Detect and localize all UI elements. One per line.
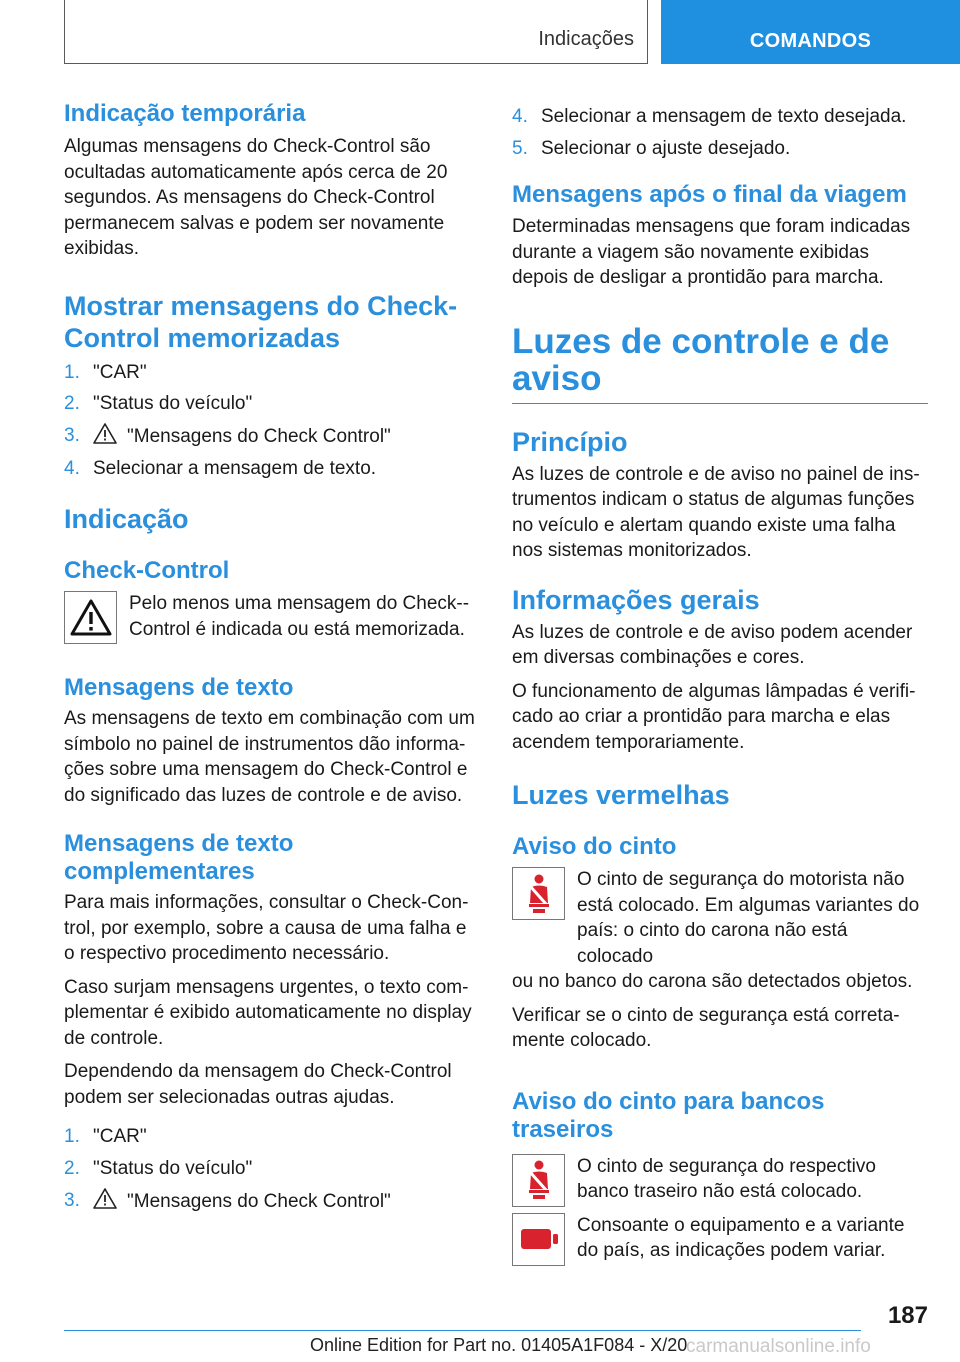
check-control-warning-icon [64,591,117,644]
right-column [512,104,928,1266]
list-item: 3. "Mensagens do Check Control" [64,1189,391,1212]
heading-indicacao-temporaria: Indicação temporária [64,100,306,127]
steps-list-1 [64,360,480,482]
heading-principio: Princípio [512,426,628,457]
list-item: 1. "CAR" [64,361,147,383]
list-item: 1. "CAR" [64,1126,147,1148]
heading-aviso-cinto-traseiros: Aviso do cinto para bancos traseiros [512,1087,825,1143]
warning-triangle-icon [93,1188,117,1209]
heading-informacoes-gerais: Informações gerais [512,584,760,615]
rear-seatbelt-warning-icon [512,1154,565,1207]
paragraph-informacoes-2: O funcionamento de algumas lâmpadas é verifi-cado ao criar a prontidão para marcha e elas acendem temporariamente. [512,680,916,753]
heading-check-control: Check-Control [64,557,230,585]
heading-mensagens-apos-viagem: Mensagens após o final da viagem [512,181,907,209]
heading-mensagens-complementares: Mensagens de texto complementares [64,830,294,886]
rear-seat-indicator-icon [512,1213,565,1266]
list-item: 2. "Status do veículo" [64,1158,253,1180]
seatbelt-text: O cinto de segurança do motorista não está colocado. Em algumas variantes do país: o cinto do carona não está colocado [577,869,920,967]
rear-seat-indicator-text: Consoante o equipamento e a variante do país, as indicações podem variar. [577,1214,905,1262]
heading-mensagens-de-texto: Mensagens de texto [64,674,294,702]
footer-edition: Online Edition for Part no. 01405A1F084 - X/20 [310,1335,688,1355]
header-section-label: Indicações [538,28,634,50]
footer-divider [64,1330,861,1331]
warning-triangle-icon [93,423,117,444]
header-chapter-tab[interactable]: COMANDOS [661,0,960,64]
heading-mostrar-mensagens: Mostrar mensagens do Check-Control memorizadas [64,290,458,353]
page-number: 187 [887,1302,928,1329]
footer-watermark: carmanualsonline.info [686,1336,871,1357]
paragraph-complementares-1: Para mais informações, consultar o Check-Con-trol, por exemplo, sobre a causa de uma falha e o respectivo procedimento necessário. [64,892,469,965]
steps-list-2 [64,1124,480,1214]
list-item: 3. "Mensagens do Check Control" [64,425,391,448]
heading-aviso-do-cinto: Aviso do cinto [512,833,677,861]
list-item: 4. Selecionar a mensagem de texto desejada. [512,106,907,127]
list-item: 4. Selecionar a mensagem de texto. [64,457,377,479]
check-control-text: Pelo menos uma mensagem do Check--Control é indicada ou está memorizada. [129,593,470,640]
left-column [64,100,480,1221]
paragraph-cinto-verificar: Verificar se o cinto de segurança está correta-mente colocado. [512,1004,900,1052]
rear-seatbelt-block [512,1154,928,1207]
heading-luzes-controle-aviso: Luzes de controle e de aviso [512,323,928,404]
steps-list-continued [512,104,928,161]
seatbelt-warning-icon [512,867,565,920]
paragraph-complementares-2: Caso surjam mensagens urgentes, o texto com-plementar é exibido automaticamente no display de controle. [64,976,472,1049]
list-item: 2. "Status do veículo" [64,393,253,415]
paragraph-cinto-continued: ou no banco do carona são detectados objetos. [512,971,913,993]
paragraph-mensagens-apos-viagem: Determinadas mensagens que foram indicadas durante a viagem são novamente exibidas depois de desligar a prontidão para marcha. [512,216,911,289]
seatbelt-block [512,867,928,969]
check-control-block [64,591,480,644]
heading-indicacao: Indicação [64,504,189,535]
paragraph-informacoes-1: As luzes de controle e de aviso podem acender em diversas combinações e cores. [512,621,913,669]
paragraph-complementares-3: Dependendo da mensagem do Check-Control podem ser selecionadas outras ajudas. [64,1061,452,1108]
paragraph-mensagens-de-texto: As mensagens de texto em combinação com um símbolo no painel de instrumentos dão informa-ções sobre uma mensagem do Check-Control e do significado das luzes de controle e de aviso. [64,708,475,806]
list-item: 5. Selecionar o ajuste desejado. [512,137,791,159]
rear-seat-indicator-block [512,1213,928,1266]
paragraph-indicacao-temporaria: Algumas mensagens do Check-Control são ocultadas automaticamente após cerca de 20 segundos. As mensagens do Check-Control permanecem salvas e podem ser novamente exibidas. [64,136,448,259]
paragraph-principio: As luzes de controle e de aviso no painel de ins-trumentos indicam o status de algumas funções no veículo e alertam quando existe uma falha nos sistemas monitorizados. [512,463,920,562]
rear-seatbelt-text: O cinto de segurança do respectivo banco traseiro não está colocado. [577,1155,876,1203]
heading-luzes-vermelhas: Luzes vermelhas [512,780,730,811]
